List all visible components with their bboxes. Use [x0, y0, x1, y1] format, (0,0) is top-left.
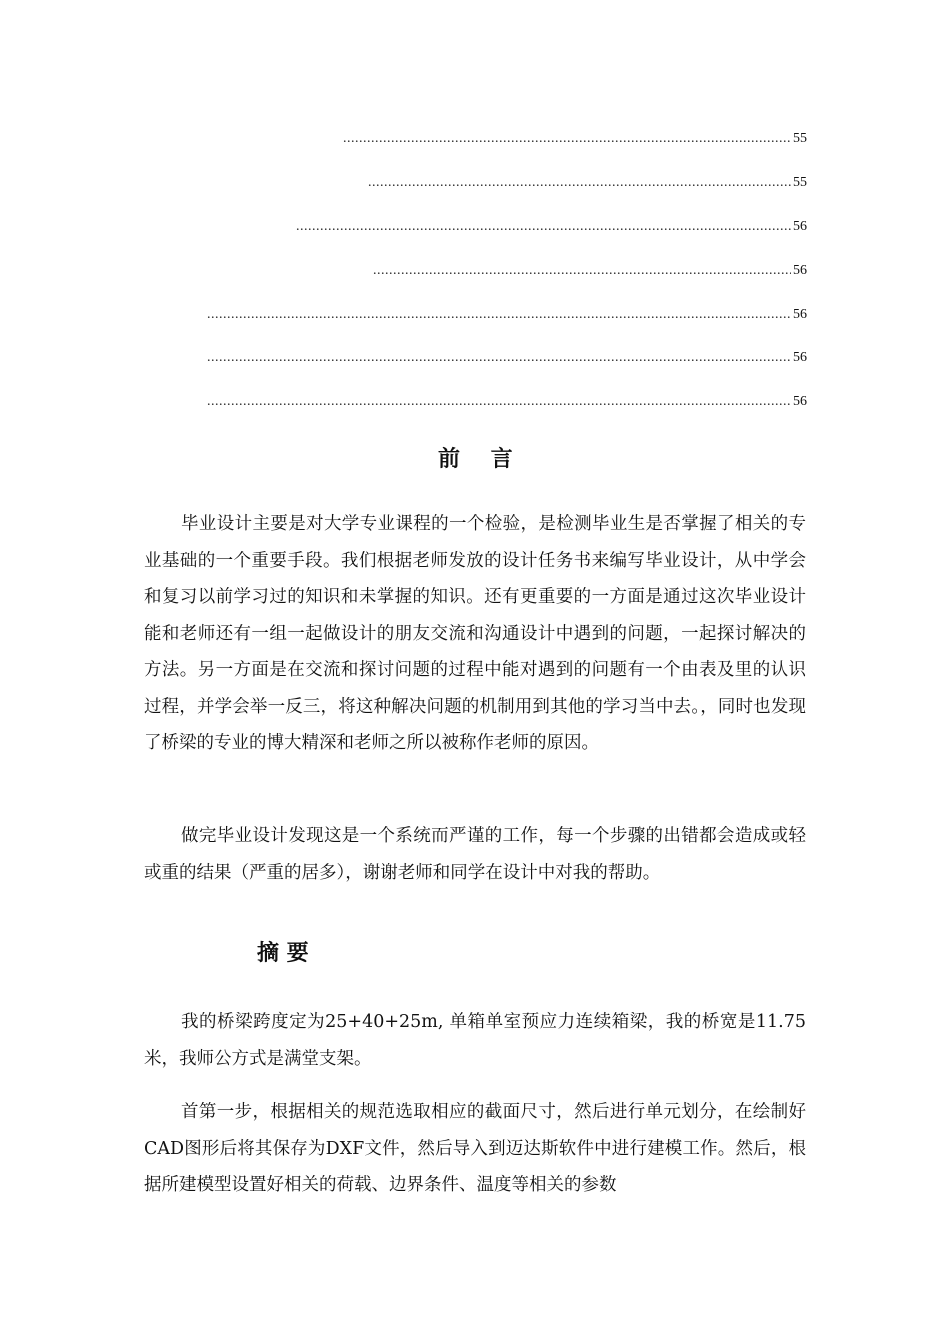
toc-leader-dots — [207, 395, 791, 409]
toc-leader-dots — [373, 264, 791, 278]
toc-leader-dots — [207, 351, 791, 365]
toc-page-number: 56 — [793, 263, 807, 278]
toc-entry[interactable] — [207, 302, 807, 322]
toc-entry[interactable] — [343, 126, 807, 146]
toc-leader-dots — [207, 308, 791, 322]
toc-page-number: 56 — [793, 219, 807, 234]
toc-entry[interactable] — [373, 258, 807, 278]
abstract-paragraph: 我的桥梁跨度定为25+40+25m, 单箱单室预应力连续箱梁，我的桥宽是11.75米，我师公方式是满堂支架。 — [144, 1012, 806, 1069]
preface-title: 前 言 — [438, 447, 513, 472]
toc-page-number: 55 — [793, 131, 807, 146]
toc-leader-dots — [343, 132, 791, 146]
abstract-paragraph: 首第一步，根据相关的规范选取相应的截面尺寸，然后进行单元划分，在绘制好CAD图形后将其保存为DXF文件，然后导入到迈达斯软件中进行建模工作。然后，根据所建模型设置好相关的荷载、边界条件、温度等相关的参数 — [144, 1102, 806, 1195]
toc-page-number: 56 — [793, 307, 807, 322]
preface-paragraph: 做完毕业设计发现这是一个系统而严谨的工作，每一个步骤的出错都会造成或轻或重的结果（严重的居多），谢谢老师和同学在设计中对我的帮助。 — [144, 826, 806, 883]
toc-entry[interactable] — [368, 170, 807, 190]
toc-leader-dots — [296, 220, 791, 234]
preface-paragraph: 毕业设计主要是对大学专业课程的一个检验，是检测毕业生是否掌握了相关的专业基础的一个重要手段。我们根据老师发放的设计任务书来编写毕业设计，从中学会和复习以前学习过的知识和未掌握的知识。还有更重要的一方面是通过这次毕业设计能和老师还有一组一起做设计的朋友交流和沟通设计中遇到的问题，一起探讨解决的方法。另一方面是在交流和探讨问题的过程中能对遇到的问题有一个由表及里的认识过程，并学会举一反三，将这种解决问题的机制用到其他的学习当中去。，同时也发现了桥梁的专业的博大精深和老师之所以被称作老师的原因。 — [144, 514, 806, 753]
abstract-title: 摘 要 — [257, 941, 309, 966]
toc-entry[interactable] — [207, 389, 807, 409]
toc-entry[interactable] — [296, 214, 807, 234]
toc-leader-dots — [368, 176, 791, 190]
toc-page-number: 56 — [793, 350, 807, 365]
toc-entry[interactable] — [207, 345, 807, 365]
toc-page-number: 55 — [793, 175, 807, 190]
toc-page-number: 56 — [793, 394, 807, 409]
